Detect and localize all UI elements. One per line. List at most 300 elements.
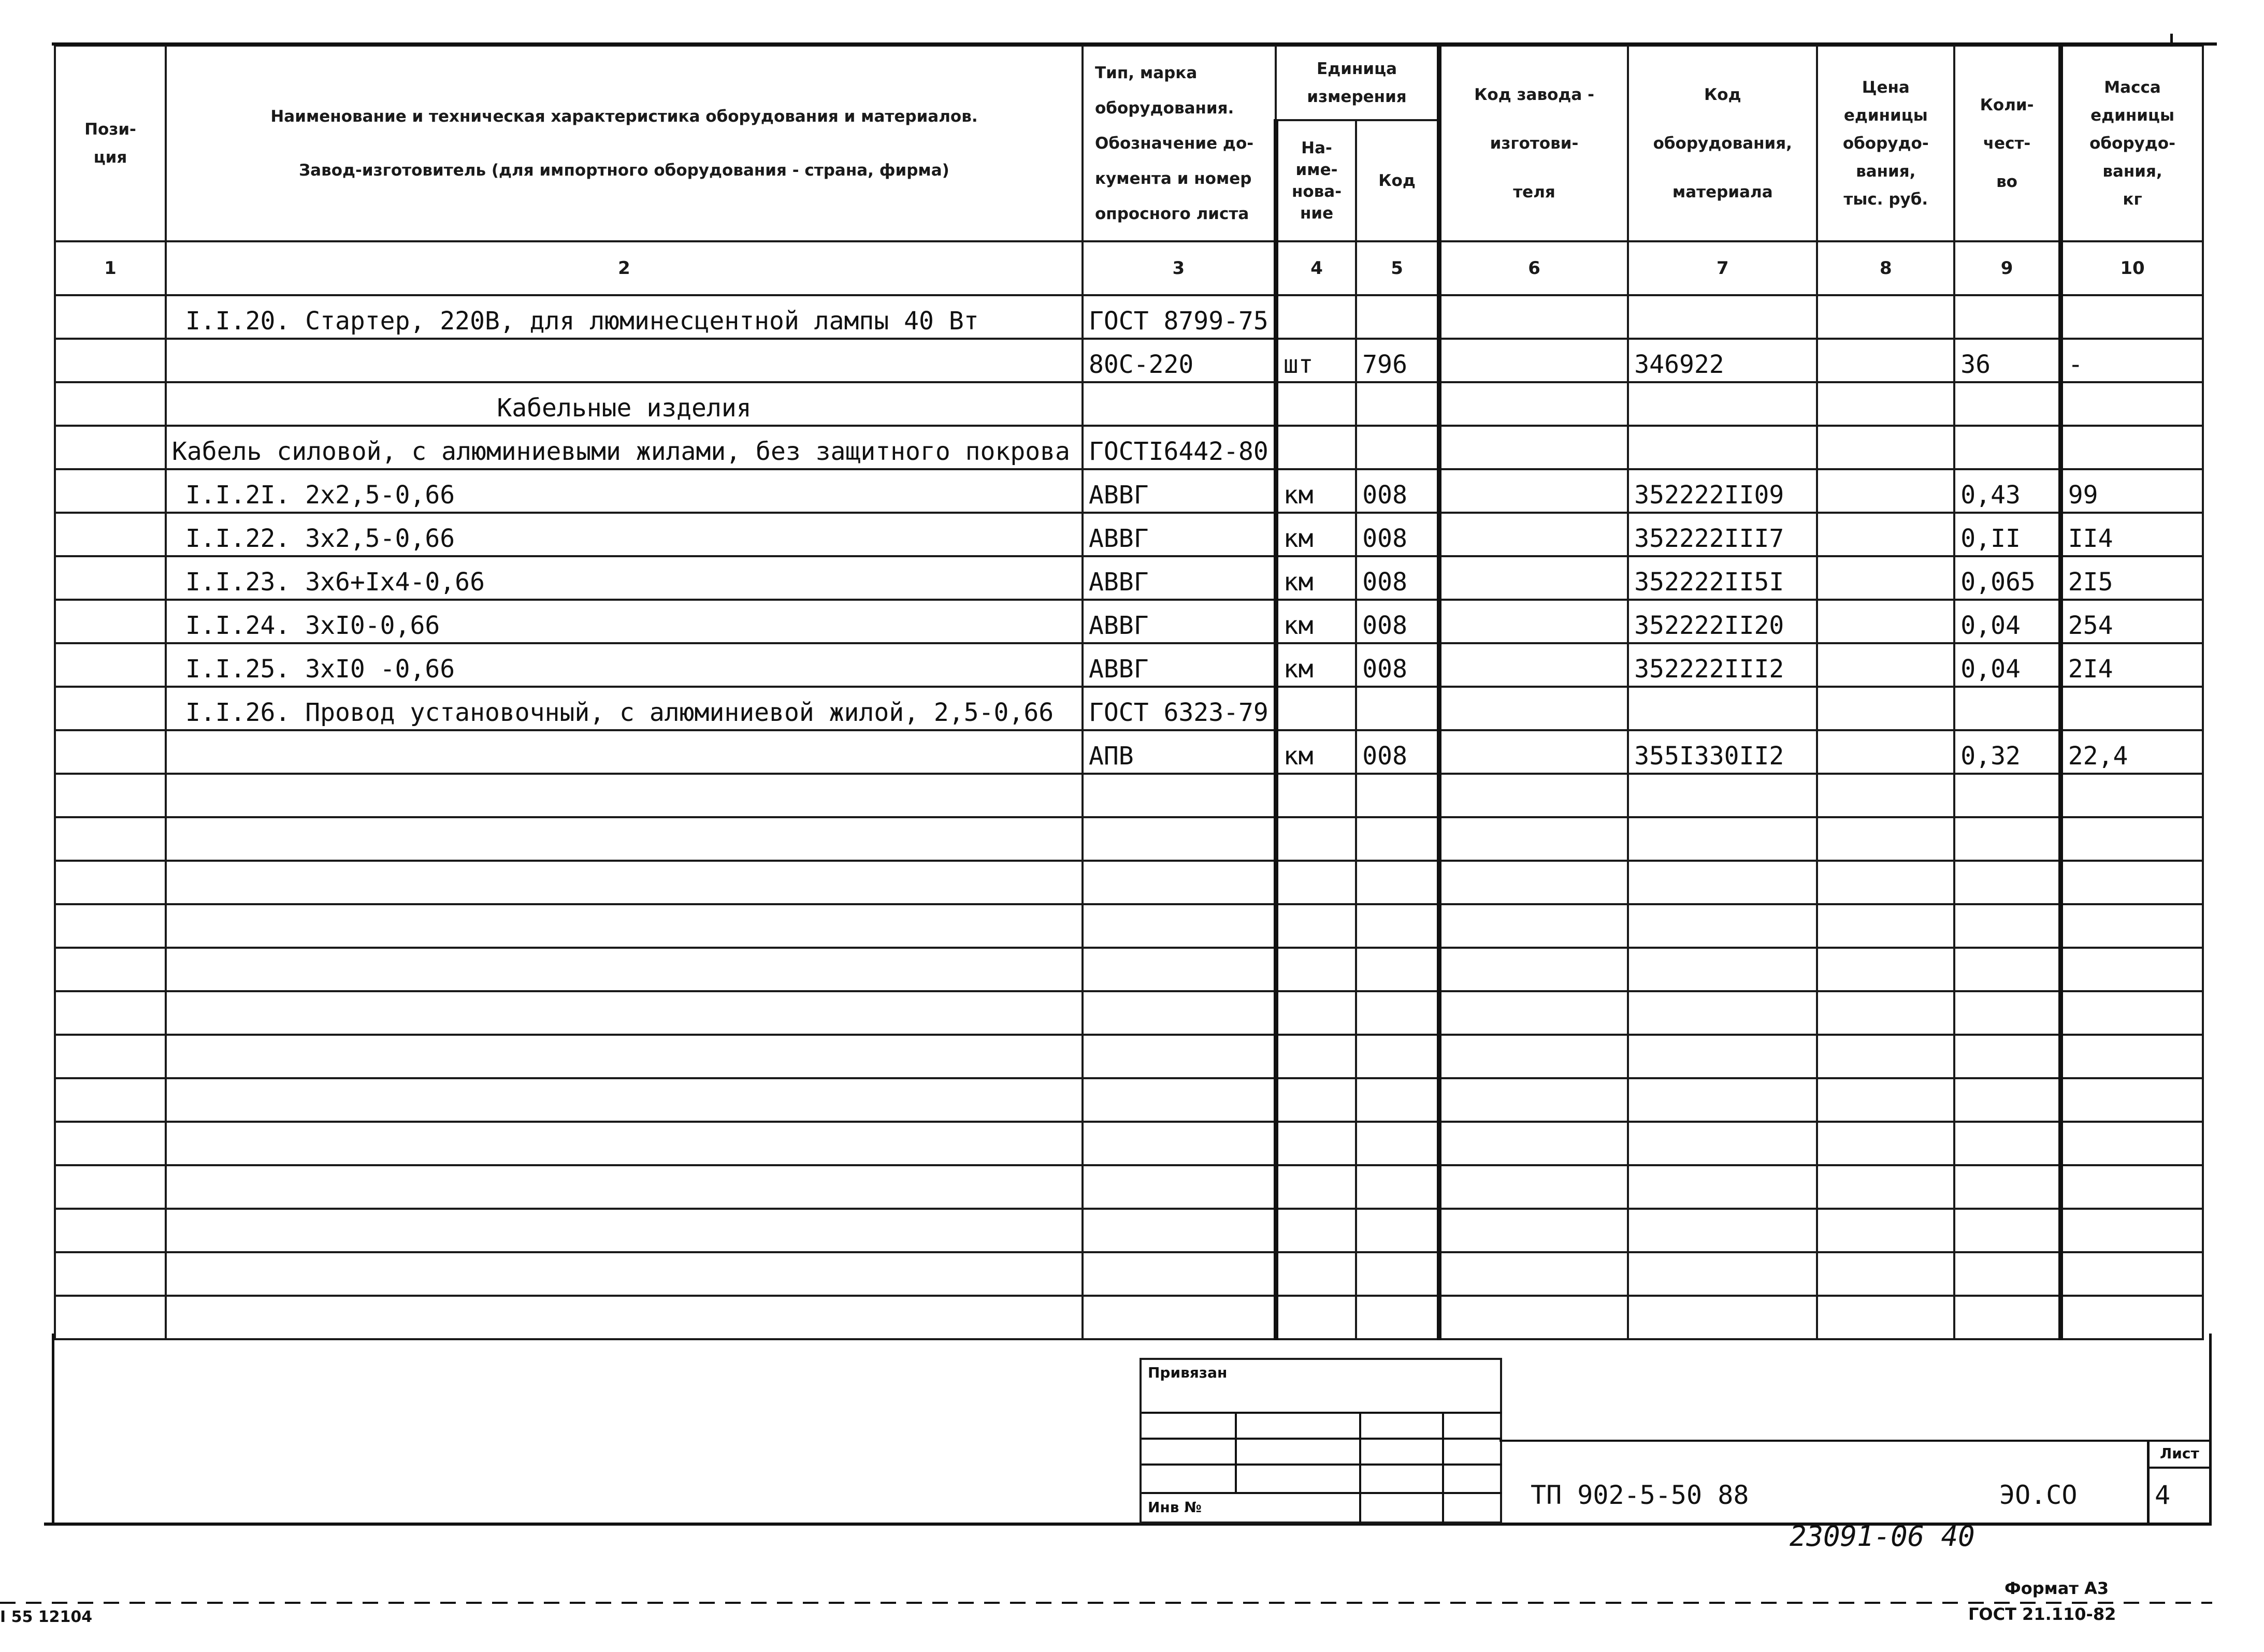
cell-mass: II4 (2060, 513, 2203, 556)
cell-name (166, 339, 1083, 382)
cell-type: АВВГ (1083, 600, 1276, 643)
column-number: 7 (1628, 241, 1817, 295)
cell-name (166, 1035, 1083, 1078)
header-unit-name: На- име- нова- ние (1276, 120, 1356, 241)
column-number: 6 (1439, 241, 1628, 295)
cell-factory-code (1439, 643, 1628, 687)
cell-price (1817, 1122, 1954, 1165)
header-price: Цена единицы оборудо- вания, тыс. руб. (1817, 46, 1954, 241)
cell-quantity: 36 (1954, 339, 2060, 382)
cell-quantity (1954, 1078, 2060, 1122)
cell-type (1083, 1165, 1276, 1209)
cell-mass (2060, 861, 2203, 904)
cell-equipment-code: 352222II5I (1628, 556, 1817, 600)
cell-unit-code: 008 (1356, 469, 1439, 513)
cell-equipment-code (1628, 1252, 1817, 1296)
cell-equipment-code (1628, 1209, 1817, 1252)
header-position: Пози- ция (55, 46, 166, 241)
cell-unit-name: км (1276, 513, 1356, 556)
cell-type (1083, 817, 1276, 861)
stamp-vline (1442, 1412, 1444, 1524)
cell-factory-code (1439, 774, 1628, 817)
cell-mass: 22,4 (2060, 730, 2203, 774)
stamp-inv-label: Инв № (1148, 1499, 1202, 1516)
cell-mass (2060, 426, 2203, 469)
cell-quantity (1954, 904, 2060, 948)
stamp-line (1142, 1492, 1502, 1494)
cell-factory-code (1439, 469, 1628, 513)
cell-unit-code (1356, 861, 1439, 904)
cell-factory-code (1439, 1165, 1628, 1209)
cell-equipment-code: 355I330II2 (1628, 730, 1817, 774)
cell-name (166, 948, 1083, 991)
cell-equipment-code (1628, 1078, 1817, 1122)
cell-quantity: 0,065 (1954, 556, 2060, 600)
cell-price (1817, 643, 1954, 687)
empty-table-row (55, 948, 2203, 991)
cell-position (55, 513, 166, 556)
cell-name: I.I.22. 3x2,5-0,66 (166, 513, 1083, 556)
cell-factory-code (1439, 1296, 1628, 1339)
cell-name (166, 1209, 1083, 1252)
cell-quantity: 0,32 (1954, 730, 2060, 774)
stamp-vline (1235, 1412, 1237, 1494)
cell-position (55, 687, 166, 730)
cell-price (1817, 339, 1954, 382)
cell-mass (2060, 1296, 2203, 1339)
cell-name (166, 817, 1083, 861)
empty-table-row (55, 1296, 2203, 1339)
cell-type (1083, 1252, 1276, 1296)
cell-unit-name (1276, 295, 1356, 339)
cell-mass (2060, 948, 2203, 991)
cell-name: I.I.2I. 2x2,5-0,66 (166, 469, 1083, 513)
cell-unit-code: 008 (1356, 730, 1439, 774)
cell-price (1817, 1035, 1954, 1078)
cell-name (166, 991, 1083, 1035)
cell-unit-name (1276, 948, 1356, 991)
cell-position (55, 339, 166, 382)
cell-quantity (1954, 1165, 2060, 1209)
cell-factory-code (1439, 1122, 1628, 1165)
cell-mass (2060, 904, 2203, 948)
cell-quantity (1954, 1296, 2060, 1339)
cell-equipment-code: 352222III7 (1628, 513, 1817, 556)
column-number: 8 (1817, 241, 1954, 295)
cell-price (1817, 600, 1954, 643)
table-row (55, 469, 2203, 513)
cell-unit-name (1276, 1122, 1356, 1165)
cell-type: АВВГ (1083, 513, 1276, 556)
cell-type: АПВ (1083, 730, 1276, 774)
cell-mass (2060, 687, 2203, 730)
cell-factory-code (1439, 687, 1628, 730)
cell-name (166, 1122, 1083, 1165)
cell-position (55, 817, 166, 861)
cell-position (55, 1035, 166, 1078)
cell-unit-code: 008 (1356, 600, 1439, 643)
cell-mass (2060, 1035, 2203, 1078)
cell-equipment-code (1628, 904, 1817, 948)
cell-name (166, 1078, 1083, 1122)
cell-type: ГОСТI6442-80 (1083, 426, 1276, 469)
cell-equipment-code (1628, 861, 1817, 904)
cell-position (55, 948, 166, 991)
cell-quantity (1954, 774, 2060, 817)
cell-mass (2060, 991, 2203, 1035)
cell-unit-name (1276, 904, 1356, 948)
empty-table-row (55, 817, 2203, 861)
cell-mass: 99 (2060, 469, 2203, 513)
format-label: Формат А3 (2005, 1578, 2109, 1598)
cell-position (55, 774, 166, 817)
cell-type: ГОСТ 8799-75 (1083, 295, 1276, 339)
frame-right-line (2209, 1334, 2212, 1525)
cell-position (55, 861, 166, 904)
cell-factory-code (1439, 600, 1628, 643)
cell-position (55, 1209, 166, 1252)
cell-equipment-code (1628, 1122, 1817, 1165)
cell-unit-name: км (1276, 556, 1356, 600)
cell-type (1083, 1296, 1276, 1339)
cell-mass: - (2060, 339, 2203, 382)
cell-unit-code (1356, 1296, 1439, 1339)
cell-factory-code (1439, 1035, 1628, 1078)
title-top-line (1499, 1440, 2212, 1442)
cell-price (1817, 687, 1954, 730)
table-row (55, 730, 2203, 774)
cell-name (166, 774, 1083, 817)
cell-position (55, 643, 166, 687)
cell-type: АВВГ (1083, 643, 1276, 687)
cell-type: ГОСТ 6323-79 (1083, 687, 1276, 730)
cell-unit-code: 008 (1356, 513, 1439, 556)
cell-equipment-code (1628, 817, 1817, 861)
cell-mass (2060, 1209, 2203, 1252)
cell-unit-name (1276, 991, 1356, 1035)
cell-unit-code (1356, 948, 1439, 991)
cell-unit-code (1356, 1209, 1439, 1252)
frame-top-left-mark (52, 42, 2217, 46)
cell-equipment-code: 352222III2 (1628, 643, 1817, 687)
cell-position (55, 426, 166, 469)
cell-quantity (1954, 948, 2060, 991)
cell-position (55, 1296, 166, 1339)
cell-unit-name (1276, 861, 1356, 904)
table-row (55, 426, 2203, 469)
list-label: Лист (2160, 1445, 2199, 1462)
column-number: 10 (2060, 241, 2203, 295)
cell-unit-code (1356, 1252, 1439, 1296)
header-factory-code: Код завода - изготови- теля (1439, 46, 1628, 241)
cell-unit-name: км (1276, 643, 1356, 687)
cell-type: 80С-220 (1083, 339, 1276, 382)
cell-unit-code (1356, 904, 1439, 948)
cell-price (1817, 513, 1954, 556)
cell-factory-code (1439, 861, 1628, 904)
cell-factory-code (1439, 948, 1628, 991)
cell-price (1817, 861, 1954, 904)
empty-table-row (55, 1252, 2203, 1296)
list-number: 4 (2155, 1480, 2171, 1510)
cell-position (55, 556, 166, 600)
header-type: Тип, марка оборудования. Обозначение до- кумента и номер опросного листа (1083, 46, 1276, 241)
cell-price (1817, 1209, 1954, 1252)
cell-quantity (1954, 426, 2060, 469)
cell-unit-code (1356, 991, 1439, 1035)
cell-unit-code (1356, 1122, 1439, 1165)
cell-mass: 2I4 (2060, 643, 2203, 687)
cell-quantity: 0,43 (1954, 469, 2060, 513)
cell-position (55, 382, 166, 426)
cell-quantity (1954, 1252, 2060, 1296)
cell-factory-code (1439, 339, 1628, 382)
cell-type (1083, 382, 1276, 426)
cell-name (166, 861, 1083, 904)
table-body (55, 295, 2203, 1339)
cell-unit-name (1276, 1165, 1356, 1209)
stamp-vline (1359, 1412, 1361, 1524)
cell-type (1083, 1122, 1276, 1165)
empty-table-row (55, 1035, 2203, 1078)
table-row (55, 600, 2203, 643)
cell-type (1083, 948, 1276, 991)
stamp-block (1140, 1358, 1502, 1524)
cell-name: I.I.24. 3xI0-0,66 (166, 600, 1083, 643)
cell-unit-code (1356, 295, 1439, 339)
cell-unit-name: км (1276, 600, 1356, 643)
cell-equipment-code (1628, 295, 1817, 339)
cell-quantity: 0,04 (1954, 600, 2060, 643)
cell-mass: 254 (2060, 600, 2203, 643)
cell-equipment-code (1628, 1165, 1817, 1209)
cell-unit-code (1356, 817, 1439, 861)
cell-position (55, 1078, 166, 1122)
cell-name: Кабель силовой, с алюминиевыми жилами, без защитного покрова (166, 426, 1083, 469)
list-box-left (2147, 1440, 2150, 1524)
cell-price (1817, 730, 1954, 774)
cell-equipment-code (1628, 426, 1817, 469)
cell-quantity (1954, 1209, 2060, 1252)
cell-factory-code (1439, 1252, 1628, 1296)
cell-equipment-code (1628, 948, 1817, 991)
empty-table-row (55, 1209, 2203, 1252)
cell-factory-code (1439, 382, 1628, 426)
cell-quantity (1954, 382, 2060, 426)
cell-name (166, 904, 1083, 948)
header-equipment-code: Код оборудования, материала (1628, 46, 1817, 241)
list-box-mid (2147, 1467, 2212, 1469)
cell-factory-code (1439, 817, 1628, 861)
cell-name (166, 730, 1083, 774)
archive-number: 23091-06 40 (1790, 1520, 1975, 1553)
cell-type (1083, 991, 1276, 1035)
document-code: ТП 902-5-50 88 (1531, 1480, 1749, 1510)
cell-type (1083, 861, 1276, 904)
cell-unit-name (1276, 382, 1356, 426)
cell-unit-code (1356, 382, 1439, 426)
cell-type: АВВГ (1083, 556, 1276, 600)
cell-price (1817, 426, 1954, 469)
cell-mass: 2I5 (2060, 556, 2203, 600)
table-row (55, 643, 2203, 687)
cell-unit-code (1356, 774, 1439, 817)
cell-price (1817, 556, 1954, 600)
cell-unit-code (1356, 1035, 1439, 1078)
cell-price (1817, 904, 1954, 948)
column-number: 4 (1276, 241, 1356, 295)
column-number: 1 (55, 241, 166, 295)
stamp-line (1142, 1438, 1502, 1440)
gost-label: ГОСТ 21.110-82 (1968, 1604, 2116, 1624)
cell-mass (2060, 1078, 2203, 1122)
cell-price (1817, 1165, 1954, 1209)
cell-unit-code (1356, 1165, 1439, 1209)
cell-quantity: 0,II (1954, 513, 2060, 556)
cell-name (166, 1296, 1083, 1339)
cell-mass (2060, 817, 2203, 861)
cell-equipment-code (1628, 774, 1817, 817)
cell-unit-name (1276, 426, 1356, 469)
empty-table-row (55, 774, 2203, 817)
header-unit-group: Единица измерения (1276, 46, 1439, 120)
cell-unit-name (1276, 1078, 1356, 1122)
cell-unit-name (1276, 687, 1356, 730)
column-number-row (55, 241, 2203, 295)
cell-unit-name (1276, 1209, 1356, 1252)
cell-equipment-code (1628, 382, 1817, 426)
cell-price (1817, 295, 1954, 339)
cell-quantity (1954, 295, 2060, 339)
empty-table-row (55, 1122, 2203, 1165)
cell-position (55, 469, 166, 513)
frame-corner-mark (2170, 34, 2173, 47)
cell-position (55, 1122, 166, 1165)
cell-price (1817, 469, 1954, 513)
empty-table-row (55, 1165, 2203, 1209)
cell-position (55, 1165, 166, 1209)
cell-quantity (1954, 1122, 2060, 1165)
cell-equipment-code (1628, 991, 1817, 1035)
cell-quantity (1954, 687, 2060, 730)
cell-factory-code (1439, 730, 1628, 774)
cell-position (55, 295, 166, 339)
cell-name: I.I.26. Провод установочный, с алюминиевой жилой, 2,5-0,66 (166, 687, 1083, 730)
cell-mass (2060, 382, 2203, 426)
header-unit-code: Код (1356, 120, 1439, 241)
cell-factory-code (1439, 904, 1628, 948)
table-row (55, 513, 2203, 556)
table-row (55, 382, 2203, 426)
stamp-line (1142, 1463, 1502, 1466)
header-mass: Масса единицы оборудо- вания, кг (2060, 46, 2203, 241)
cell-position (55, 1252, 166, 1296)
cell-type (1083, 1078, 1276, 1122)
table-row (55, 687, 2203, 730)
cell-equipment-code (1628, 1035, 1817, 1078)
cell-unit-code: 796 (1356, 339, 1439, 382)
cell-type: АВВГ (1083, 469, 1276, 513)
cell-position (55, 991, 166, 1035)
empty-table-row (55, 904, 2203, 948)
cell-position (55, 730, 166, 774)
empty-table-row (55, 991, 2203, 1035)
cell-position (55, 904, 166, 948)
cell-unit-name (1276, 1252, 1356, 1296)
column-number: 5 (1356, 241, 1439, 295)
cell-mass (2060, 295, 2203, 339)
frame-left-line (52, 1334, 54, 1525)
cell-unit-code: 008 (1356, 643, 1439, 687)
empty-table-row (55, 1078, 2203, 1122)
cell-equipment-code: 352222II20 (1628, 600, 1817, 643)
cell-factory-code (1439, 513, 1628, 556)
cell-equipment-code: 346922 (1628, 339, 1817, 382)
column-number: 9 (1954, 241, 2060, 295)
cell-quantity (1954, 861, 2060, 904)
cell-mass (2060, 774, 2203, 817)
cell-price (1817, 1296, 1954, 1339)
cell-equipment-code (1628, 1296, 1817, 1339)
cell-unit-name: шт (1276, 339, 1356, 382)
cell-unit-name: км (1276, 469, 1356, 513)
cell-unit-code (1356, 426, 1439, 469)
stamp-privyazan-label: Привязан (1148, 1364, 1228, 1381)
cell-quantity: 0,04 (1954, 643, 2060, 687)
stamp-line (1142, 1412, 1502, 1414)
cell-name: I.I.23. 3x6+Ix4-0,66 (166, 556, 1083, 600)
cell-unit-name (1276, 1296, 1356, 1339)
cell-factory-code (1439, 1078, 1628, 1122)
cell-price (1817, 817, 1954, 861)
cell-unit-code (1356, 1078, 1439, 1122)
cell-factory-code (1439, 426, 1628, 469)
cell-quantity (1954, 991, 2060, 1035)
cell-factory-code (1439, 295, 1628, 339)
column-number: 2 (166, 241, 1083, 295)
cell-name (166, 1165, 1083, 1209)
cell-position (55, 600, 166, 643)
cell-price (1817, 1252, 1954, 1296)
footer-line (0, 1602, 2212, 1604)
cell-type (1083, 904, 1276, 948)
cell-mass (2060, 1165, 2203, 1209)
table-row (55, 339, 2203, 382)
cell-equipment-code (1628, 687, 1817, 730)
cell-unit-code (1356, 687, 1439, 730)
empty-table-row (55, 861, 2203, 904)
cell-unit-code: 008 (1356, 556, 1439, 600)
cell-quantity (1954, 817, 2060, 861)
header-quantity: Коли- чест- во (1954, 46, 2060, 241)
cell-mass (2060, 1122, 2203, 1165)
cell-type (1083, 1209, 1276, 1252)
print-number: I 55 12104 (0, 1608, 93, 1626)
cell-price (1817, 1078, 1954, 1122)
column-number: 3 (1083, 241, 1276, 295)
cell-unit-name (1276, 817, 1356, 861)
cell-type (1083, 774, 1276, 817)
cell-factory-code (1439, 556, 1628, 600)
cell-name (166, 1252, 1083, 1296)
header-name: Наименование и техническая характеристика оборудования и материалов. Завод-изготовитель (для импортного оборудования - страна, фирма) (166, 46, 1083, 241)
cell-mass (2060, 1252, 2203, 1296)
cell-type (1083, 1035, 1276, 1078)
cell-quantity (1954, 1035, 2060, 1078)
specification-table (54, 45, 2204, 1340)
cell-unit-name (1276, 1035, 1356, 1078)
cell-name: I.I.20. Стартер, 220В, для люминесцентной лампы 40 Вт (166, 295, 1083, 339)
